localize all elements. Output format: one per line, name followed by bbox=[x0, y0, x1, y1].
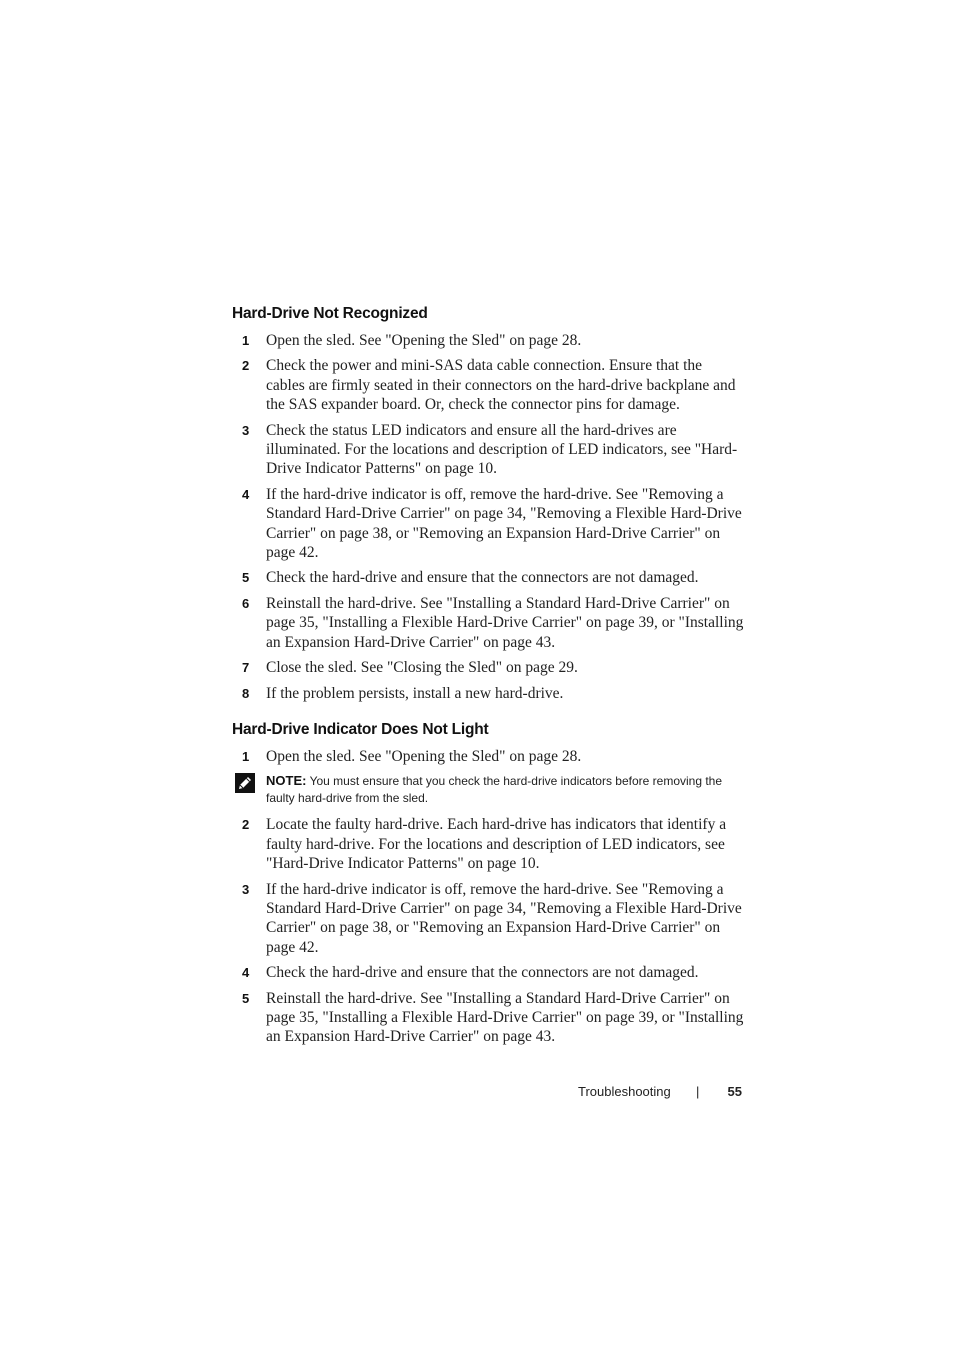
note-pencil-icon bbox=[234, 772, 256, 794]
steps-list-indicator-rest bbox=[232, 815, 744, 1046]
list-item bbox=[232, 684, 744, 703]
step-number: 5 bbox=[242, 990, 250, 1006]
note-callout bbox=[232, 772, 744, 807]
list-item bbox=[232, 963, 744, 982]
step-number: 2 bbox=[242, 817, 250, 833]
step-number: 5 bbox=[242, 570, 250, 586]
section-indicator-not-lit bbox=[232, 721, 744, 1047]
step-text: Check the hard-drive and ensure that the connectors are not damaged. bbox=[266, 569, 699, 587]
step-text: If the hard-drive indicator is off, remove the hard-drive. See "Removing a Standard Hard-Drive Carrier" on page 34, "Removing a Flexible Hard-Drive Carrier" on page 38, or "Removing an Expansion Hard-Drive Carrier" on page 42. bbox=[266, 880, 742, 956]
step-text: Locate the faulty hard-drive. Each hard-drive has indicators that identify a faulty hard-drive. For the locations and description of LED indicators, see "Hard-Drive Indicator Patterns" on page 10. bbox=[266, 816, 727, 873]
step-text: Check the status LED indicators and ensure all the hard-drives are illuminated. For the locations and description of LED indicators, see "Hard-Drive Indicator Patterns" on page 10. bbox=[266, 421, 738, 478]
page-number: 55 bbox=[727, 1084, 742, 1099]
steps-list-not-recognized bbox=[232, 331, 744, 703]
note-label: NOTE: bbox=[266, 773, 307, 789]
list-item bbox=[232, 880, 744, 958]
list-item bbox=[232, 594, 744, 652]
list-item bbox=[232, 658, 744, 677]
step-number: 1 bbox=[242, 333, 250, 348]
step-text: Close the sled. See "Closing the Sled" on page 29. bbox=[266, 659, 578, 677]
step-text: Check the hard-drive and ensure that the connectors are not damaged. bbox=[266, 964, 699, 982]
page-body bbox=[232, 305, 744, 1053]
step-number: 4 bbox=[242, 965, 250, 981]
note-text: You must ensure that you check the hard-drive indicators before removing the faulty hard-drive from the sled. bbox=[266, 774, 723, 806]
list-item bbox=[232, 421, 744, 479]
list-item bbox=[232, 568, 744, 587]
step-text: Reinstall the hard-drive. See "Installing a Standard Hard-Drive Carrier" on page 35, "Installing a Flexible Hard-Drive Carrier" on page 39, or "Installing an Expansion Hard-Drive Carrier" on page 43. bbox=[266, 594, 744, 651]
step-text: If the hard-drive indicator is off, remove the hard-drive. See "Removing a Standard Hard-Drive Carrier" on page 34, "Removing a Flexible Hard-Drive Carrier" on page 38, or "Removing an Expansion Hard-Drive Carrier" on page 42. bbox=[266, 485, 742, 562]
step-text: If the problem persists, install a new hard-drive. bbox=[266, 684, 564, 702]
footer-separator: | bbox=[696, 1084, 700, 1099]
step-number: 4 bbox=[242, 486, 250, 502]
footer-section-name: Troubleshooting bbox=[578, 1084, 671, 1099]
list-item bbox=[232, 747, 744, 766]
section-heading-indicator-not-lit: Hard-Drive Indicator Does Not Light bbox=[232, 720, 489, 738]
step-text: Reinstall the hard-drive. See "Installing a Standard Hard-Drive Carrier" on page 35, "Installing a Flexible Hard-Drive Carrier" on page 39, or "Installing an Expansion Hard-Drive Carrier" on page 43. bbox=[266, 989, 744, 1046]
step-number: 2 bbox=[242, 358, 250, 374]
page-footer bbox=[578, 1084, 744, 1104]
list-item bbox=[232, 815, 744, 873]
list-item bbox=[232, 485, 744, 563]
section-heading-not-recognized: Hard-Drive Not Recognized bbox=[232, 305, 428, 322]
list-item bbox=[232, 356, 744, 414]
steps-list-indicator-first bbox=[232, 747, 744, 766]
step-number: 6 bbox=[242, 595, 250, 611]
step-number: 7 bbox=[242, 660, 250, 676]
step-text: Open the sled. See "Opening the Sled" on page 28. bbox=[266, 332, 582, 349]
step-number: 3 bbox=[242, 422, 250, 438]
step-number: 8 bbox=[242, 685, 250, 701]
step-text: Open the sled. See "Opening the Sled" on page 28. bbox=[266, 747, 582, 765]
step-number: 3 bbox=[242, 881, 250, 897]
step-number: 1 bbox=[242, 748, 250, 764]
step-text: Check the power and mini-SAS data cable connection. Ensure that the cables are firmly seated in their connectors on the hard-drive backplane and the SAS expander board. Or, check the connector pins for damage. bbox=[266, 357, 736, 414]
list-item bbox=[232, 331, 744, 350]
list-item bbox=[232, 989, 744, 1047]
